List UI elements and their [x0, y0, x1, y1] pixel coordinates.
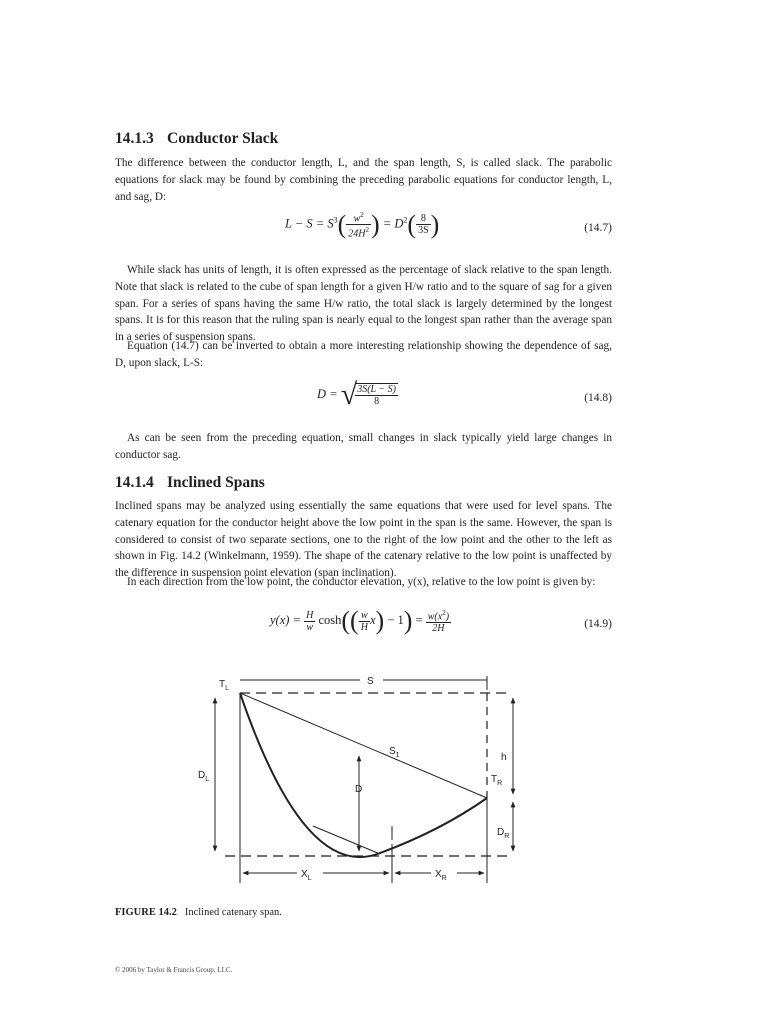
section-heading-conductor-slack — [115, 130, 278, 148]
equation-number: (14.7) — [584, 222, 612, 234]
paragraph-conductor-elevation: In each direction from the low point, the conductor elevation, y(x), relative to the low point is given by: — [127, 576, 596, 588]
section-number: 14.1.4 — [115, 474, 154, 491]
label-dr: $D_R$ — [497, 827, 510, 840]
copyright-footer: © 2006 by Taylor & Francis Group, LLC. — [115, 966, 233, 974]
section-title: Inclined Spans — [167, 474, 265, 491]
section-heading-inclined-spans — [115, 474, 265, 492]
label-tl: $T_L$ — [219, 679, 230, 692]
label-s: S — [367, 676, 374, 687]
figure-label: FIGURE 14.2 — [115, 907, 177, 918]
paragraph-slack-sensitivity: As can be seen from the preceding equation, small changes in slack typically yield large changes in conductor sag. — [115, 432, 612, 461]
equation-14-8-body: D = √ $\frac{3S(L - S)}{8}$ — [317, 378, 396, 411]
label-xl: $X_L$ — [301, 869, 312, 882]
figure-caption — [115, 907, 282, 918]
label-xr: $X_R$ — [435, 869, 447, 882]
label-tr: $T_R$ — [491, 774, 503, 787]
paragraph-inclined-spans: Inclined spans may be analyzed using essentially the same equations that were used for level spans. The catenary equation for the conductor height above the low point in the span is the same. However, the span is considered to consist of two separate sections, one to the right of the low point and the other to the left as shown in Fig. 14.2 (Winkelmann, 1959). The shape of the catenary relative to the low point is unaffected by the difference in suspension point elevation (span inclination). — [115, 500, 612, 580]
equation-14-8 — [115, 380, 612, 420]
label-dl: $D_L$ — [198, 770, 210, 783]
inclined-catenary-span-figure — [195, 668, 535, 898]
label-d: D — [355, 784, 363, 795]
figure-caption-text: Inclined catenary span. — [184, 907, 282, 918]
paragraph-equation-inversion: Equation (14.7) can be inverted to obtain a more interesting relationship showing the dependence of sag, D, upon slack, L-S: — [115, 340, 612, 369]
equation-number: (14.9) — [584, 618, 612, 630]
section-number: 14.1.3 — [115, 130, 154, 147]
equation-14-9-body: y(x) = $\frac{H}{w}$ cosh(( $\frac{w}{H}$ x) − 1) = $\frac{w(x^2)}{2H}$ — [270, 606, 450, 636]
paragraph-slack-units: While slack has units of length, it is often expressed as the percentage of slack relative to the span length. Note that slack is related to the cube of span length for a given H/w ratio and to the square of sag for a given span. For a series of spans having the same H/w ratio, the total slack is largely determined by the longest spans. It is for this reason that the ruling span is nearly equal to the longest span rather than the average span in a series of suspension spans. — [115, 264, 612, 344]
equation-14-7-body: $L - S = S^3$( $\frac{w^2}{24H^2}$ ) = $D^2$( $\frac{8}{3S}$ ) — [285, 209, 440, 240]
equation-number: (14.8) — [584, 392, 612, 404]
equation-14-9 — [115, 606, 612, 646]
label-s1: $S_1$ — [389, 746, 400, 759]
equation-14-7 — [115, 210, 612, 250]
paragraph-slack-definition: The difference between the conductor length, L, and the span length, S, is called slack. The parabolic equations for slack may be found by combining the preceding parabolic equations for conductor length, L, and sag, D: — [115, 157, 612, 203]
tangent-line — [313, 826, 380, 854]
section-title: Conductor Slack — [167, 130, 279, 147]
catenary-curve — [240, 693, 487, 857]
label-h: h — [501, 752, 507, 763]
